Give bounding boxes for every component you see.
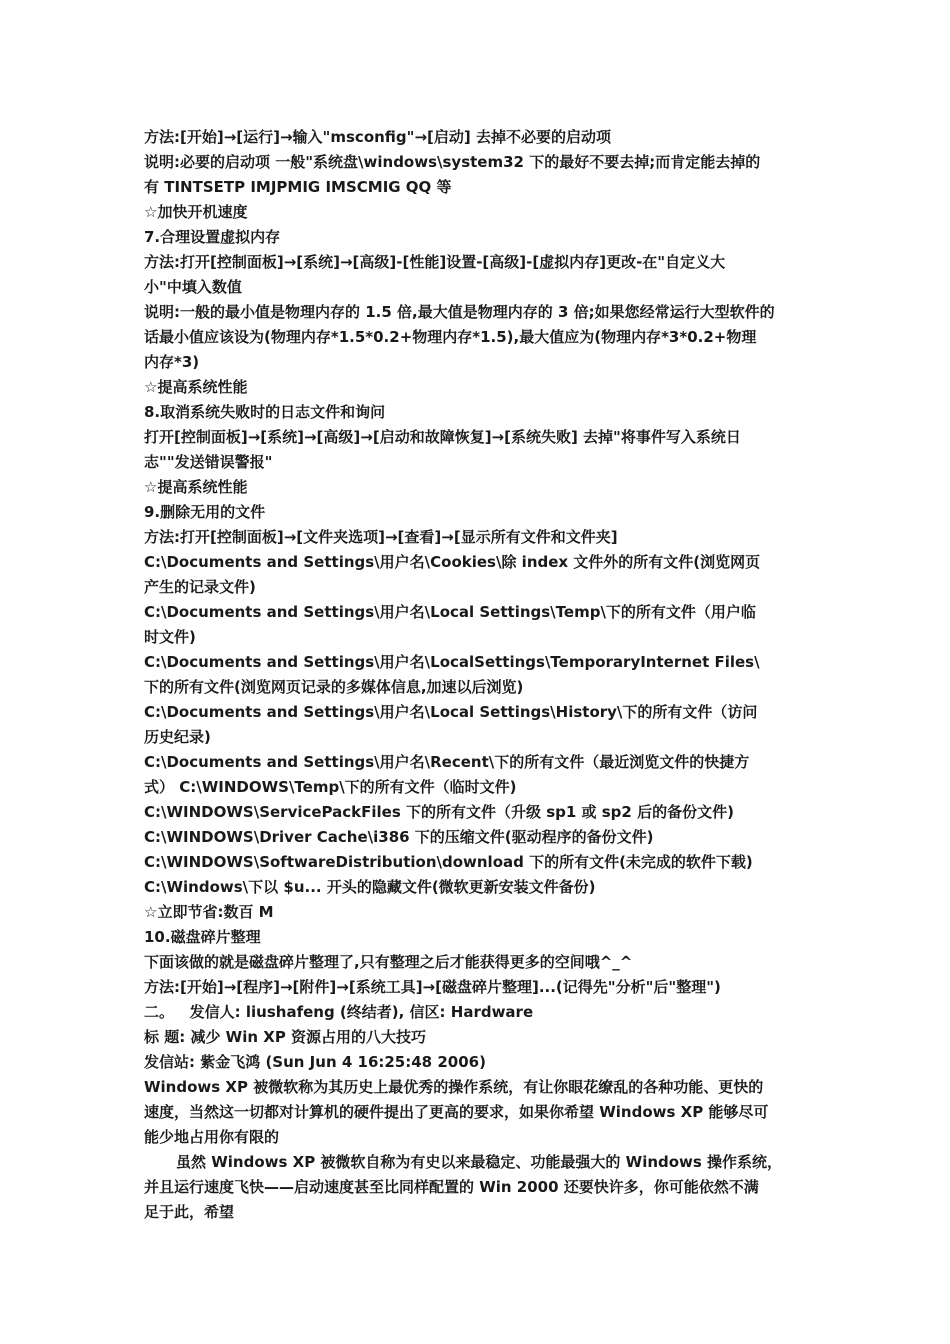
text-line: 二。 发信人: liushafeng (终结者), 信区: Hardware	[144, 1003, 534, 1021]
text-line: ☆加快开机速度	[144, 203, 248, 221]
text-line: 下面该做的就是磁盘碎片整理了,只有整理之后才能获得更多的空间哦^_^	[144, 953, 633, 971]
text-line: 速度，当然这一切都对计算机的硬件提出了更高的要求，如果你希望 Windows XP 能够尽可	[144, 1103, 769, 1121]
text-line: C:\Documents and Settings\用户名\Cookies\除 index 文件外的所有文件(浏览网页	[144, 553, 761, 571]
text-line: C:\Documents and Settings\用户名\Recent\下的所有文件（最近浏览文件的快捷方	[144, 753, 750, 771]
text-line: ☆立即节省:数百 M	[144, 903, 274, 921]
text-line: C:\Documents and Settings\用户名\Local Settings\Temp\下的所有文件（用户临	[144, 603, 756, 621]
text-line: C:\WINDOWS\Driver Cache\i386 下的压缩文件(驱动程序的备份文件)	[144, 828, 654, 846]
text-line: 7.合理设置虚拟内存	[144, 228, 281, 246]
text-line: 方法:打开[控制面板]→[文件夹选项]→[查看]→[显示所有文件和文件夹]	[144, 528, 618, 546]
text-line: 小"中填入数值	[144, 278, 242, 296]
text-line: 方法:[开始]→[程序]→[附件]→[系统工具]→[磁盘碎片整理]...(记得先"分析"后"整理")	[144, 978, 721, 996]
text-line: 式） C:\WINDOWS\Temp\下的所有文件（临时文件)	[144, 778, 517, 796]
text-line: 发信站: 紫金飞鸿 (Sun Jun 4 16:25:48 2006)	[144, 1053, 486, 1071]
text-line: 时文件)	[144, 628, 196, 646]
text-line: 内存*3)	[144, 353, 200, 371]
text-line: 并且运行速度飞快——启动速度甚至比同样配置的 Win 2000 还要快许多，你可能依然不满	[144, 1178, 759, 1196]
text-line: 话最小值应该设为(物理内存*1.5*0.2+物理内存*1.5),最大值应为(物理内存*3*0.2+物理	[144, 328, 757, 346]
text-line: 方法:打开[控制面板]→[系统]→[高级]-[性能]设置-[高级]-[虚拟内存]更改-在"自定义大	[144, 253, 726, 271]
text-line: 8.取消系统失败时的日志文件和询问	[144, 403, 386, 421]
text-line: 下的所有文件(浏览网页记录的多媒体信息,加速以后浏览)	[144, 678, 524, 696]
document-body	[144, 125, 812, 1225]
text-line: Windows XP 被微软称为其历史上最优秀的操作系统，有让你眼花缭乱的各种功能、更快的	[144, 1078, 764, 1096]
text-line: C:\Documents and Settings\用户名\LocalSettings\TemporaryInternet Files\	[144, 653, 760, 671]
text-line: C:\WINDOWS\ServicePackFiles 下的所有文件（升级 sp1 或 sp2 后的备份文件)	[144, 803, 734, 821]
text-line: 标 题: 减少 Win XP 资源占用的八大技巧	[144, 1028, 427, 1046]
text-line: ☆提高系统性能	[144, 478, 248, 496]
text-line: C:\WINDOWS\SoftwareDistribution\download 下的所有文件(未完成的软件下载)	[144, 853, 753, 871]
text-line: 说明:必要的启动项 一般"系统盘\windows\system32 下的最好不要去掉;而肯定能去掉的	[144, 153, 761, 171]
text-line: C:\Windows\下以 $u... 开头的隐藏文件(微软更新安装文件备份)	[144, 878, 596, 896]
text-line: 能少地占用你有限的	[144, 1128, 280, 1146]
text-line: 虽然 Windows XP 被微软自称为有史以来最稳定、功能最强大的 Windows 操作系统，	[176, 1153, 783, 1171]
text-line: 志""发送错误警报"	[144, 453, 273, 471]
text-line: 有 TINTSETP IMJPMIG IMSCMIG QQ 等	[144, 178, 452, 196]
text-line: ☆提高系统性能	[144, 378, 248, 396]
text-line: 10.磁盘碎片整理	[144, 928, 261, 946]
text-line: 9.删除无用的文件	[144, 503, 266, 521]
text-line: C:\Documents and Settings\用户名\Local Settings\History\下的所有文件（访问	[144, 703, 758, 721]
text-line: 打开[控制面板]→[系统]→[高级]→[启动和故障恢复]→[系统失败] 去掉"将事件写入系统日	[144, 428, 741, 446]
text-line: 方法:[开始]→[运行]→输入"msconfig"→[启动] 去掉不必要的启动项	[144, 128, 611, 146]
text-line: 历史纪录)	[144, 728, 211, 746]
text-line: 说明:一般的最小值是物理内存的 1.5 倍,最大值是物理内存的 3 倍;如果您经常运行大型软件的	[144, 303, 775, 321]
text-line: 足于此，希望	[144, 1203, 235, 1221]
text-line: 产生的记录文件)	[144, 578, 256, 596]
